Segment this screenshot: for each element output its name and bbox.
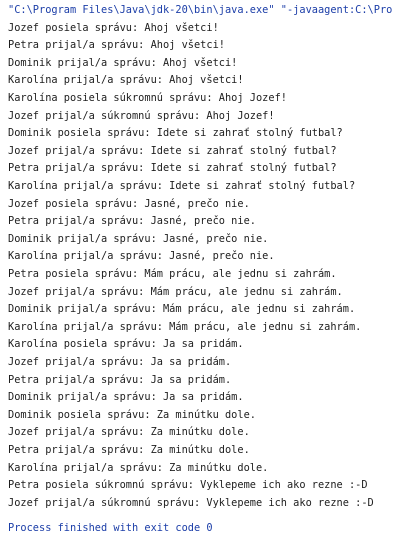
console-line: Karolína posiela súkromnú správu: Ahoj Jozef!	[8, 92, 287, 104]
console-line: Petra prijal/a správu: Za minútku dole.	[8, 444, 250, 456]
console-line: Jozef prijal/a správu: Ja sa pridám.	[8, 356, 232, 368]
console-line: Petra posiela správu: Mám prácu, ale jednu si zahrám.	[8, 268, 337, 280]
console-line: Karolína prijal/a správu: Mám prácu, ale jednu si zahrám.	[8, 320, 362, 333]
console-line: Jozef prijal/a súkromnú správu: Vyklepeme ich ako rezne :-D	[8, 496, 374, 509]
console-line: Petra prijal/a správu: Idete si zahrať stolný futbal?	[8, 162, 337, 175]
console-line: Petra prijal/a správu: Ahoj všetci!	[8, 39, 225, 52]
console-line: Karolína prijal/a správu: Ahoj všetci!	[8, 74, 244, 87]
console-line: Jozef posiela správu: Ahoj všetci!	[8, 21, 219, 34]
console-line: Dominik prijal/a správu: Mám prácu, ale jednu si zahrám.	[8, 303, 356, 316]
console-line: Karolína prijal/a správu: Jasné, prečo nie.	[8, 250, 275, 263]
console-line: Dominik prijal/a správu: Ja sa pridám.	[8, 391, 244, 404]
process-exit-message: Process finished with exit code 0	[8, 522, 213, 535]
console-line: Karolína posiela správu: Ja sa pridám.	[8, 338, 244, 351]
console-line: Karolína prijal/a správu: Za minútku dole.	[8, 461, 269, 474]
console-line: Dominik posiela správu: Za minútku dole.	[8, 408, 256, 421]
console-line: Dominik posiela správu: Idete si zahrať stolný futbal?	[8, 127, 343, 140]
console-line: Petra posiela súkromnú správu: Vyklepeme ich ako rezne :-D	[8, 479, 368, 492]
console-line: Karolína prijal/a správu: Idete si zahrať stolný futbal?	[8, 180, 356, 192]
console-line: Jozef prijal/a správu: Idete si zahrať stolný futbal?	[8, 144, 337, 157]
console-line: Jozef prijal/a správu: Mám prácu, ale jednu si zahrám.	[8, 285, 343, 298]
console-line: Dominik prijal/a správu: Jasné, prečo nie.	[8, 232, 269, 245]
console-line: Jozef prijal/a súkromnú správu: Ahoj Jozef!	[8, 109, 275, 122]
console-line: Petra prijal/a správu: Jasné, prečo nie.	[8, 215, 256, 228]
console-line: Dominik prijal/a správu: Ahoj všetci!	[8, 56, 238, 69]
console-line: Jozef prijal/a správu: Za minútku dole.	[8, 426, 250, 439]
java-command-line: "C:\Program Files\Java\jdk-20\bin\java.exe" "-javaagent:C:\Pro	[8, 4, 393, 16]
console-line: Petra prijal/a správu: Ja sa pridám.	[8, 373, 232, 386]
console-line: Jozef posiela správu: Jasné, prečo nie.	[8, 197, 250, 210]
